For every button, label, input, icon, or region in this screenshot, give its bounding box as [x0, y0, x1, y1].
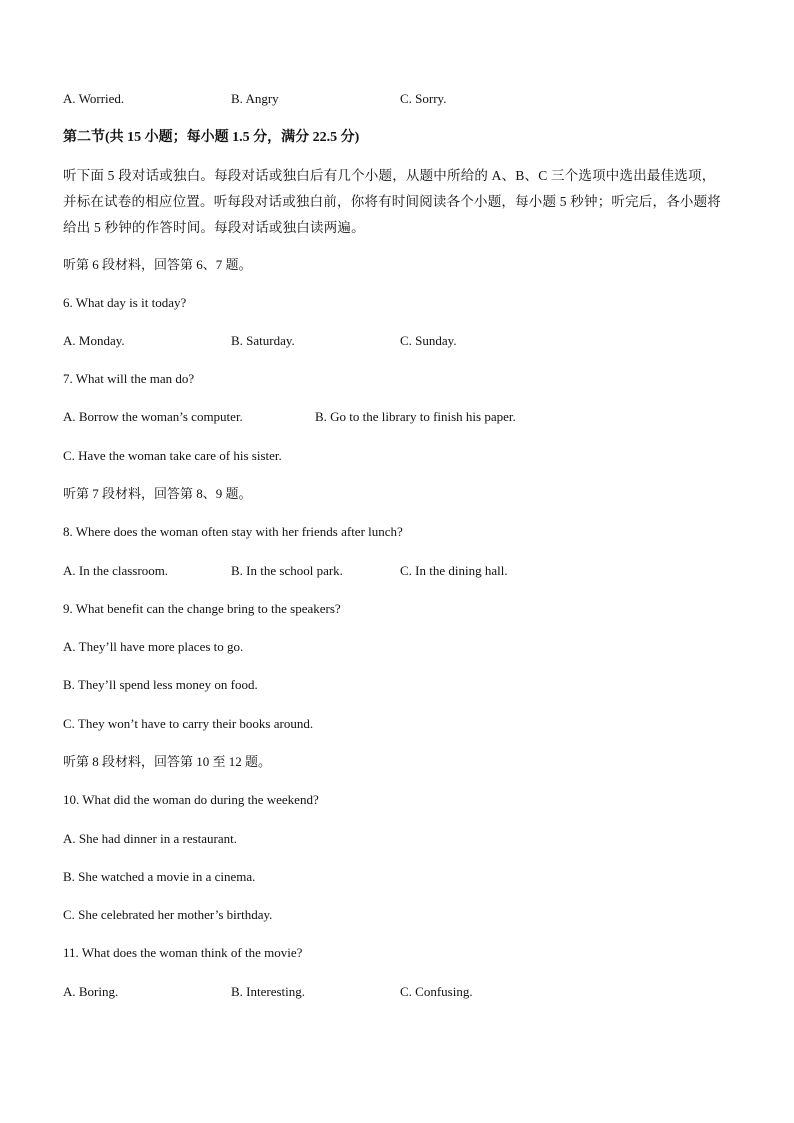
- q5-option-b[interactable]: B. Angry: [231, 91, 279, 106]
- q10-option-a[interactable]: A. She had dinner in a restaurant.: [63, 831, 238, 846]
- q9-option-b[interactable]: B. They’ll spend less money on food.: [63, 677, 258, 692]
- q9-option-a[interactable]: A. They’ll have more places to go.: [63, 639, 244, 654]
- passage-7-label: 听第 7 段材料，回答第 8、9 题。: [63, 486, 252, 501]
- instructions: [63, 163, 743, 241]
- q7-stem: 7. What will the man do?: [63, 371, 195, 386]
- q8-option-b[interactable]: B. In the school park.: [231, 563, 343, 578]
- q10-option-c[interactable]: C. She celebrated her mother’s birthday.: [63, 907, 273, 922]
- q8-option-a[interactable]: A. In the classroom.: [63, 563, 169, 578]
- instruction-line: 并标在试卷的相应位置。听每段对话或独白前，你将有时间阅读各个小题，每小题 5 秒钟；听完后，各小题将: [63, 194, 721, 209]
- q11-option-c[interactable]: C. Confusing.: [400, 984, 473, 999]
- q6-option-c[interactable]: C. Sunday.: [400, 333, 457, 348]
- q6-option-a[interactable]: A. Monday.: [63, 333, 125, 348]
- instruction-line: 听下面 5 段对话或独白。每段对话或独白后有几个小题，从题中所给的 A、B、C 三个选项中选出最佳选项，: [63, 168, 716, 183]
- q8-option-c[interactable]: C. In the dining hall.: [400, 563, 508, 578]
- passage-6-label: 听第 6 段材料，回答第 6、7 题。: [63, 257, 252, 272]
- q6-option-b[interactable]: B. Saturday.: [231, 333, 295, 348]
- q9-option-c[interactable]: C. They won’t have to carry their books around.: [63, 716, 314, 731]
- q11-option-b[interactable]: B. Interesting.: [231, 984, 306, 999]
- q10-stem: 10. What did the woman do during the weekend?: [63, 792, 319, 807]
- q5-option-a[interactable]: A. Worried.: [63, 91, 125, 106]
- q11-option-a[interactable]: A. Boring.: [63, 984, 119, 999]
- q7-option-c[interactable]: C. Have the woman take care of his sister.: [63, 448, 282, 463]
- q5-option-c[interactable]: C. Sorry.: [400, 91, 447, 106]
- q7-option-a[interactable]: A. Borrow the woman’s computer.: [63, 409, 243, 424]
- passage-8-label: 听第 8 段材料，回答第 10 至 12 题。: [63, 754, 272, 769]
- q6-stem: 6. What day is it today?: [63, 295, 187, 310]
- q11-stem: 11. What does the woman think of the movie?: [63, 945, 303, 960]
- q8-stem: 8. Where does the woman often stay with her friends after lunch?: [63, 524, 403, 539]
- q10-option-b[interactable]: B. She watched a movie in a cinema.: [63, 869, 256, 884]
- instruction-line: 给出 5 秒钟的作答时间。每段对话或独白读两遍。: [63, 220, 365, 235]
- section-title: 第二节(共 15 小题；每小题 1.5 分，满分 22.5 分): [63, 130, 360, 145]
- q9-stem: 9. What benefit can the change bring to the speakers?: [63, 601, 341, 616]
- q7-option-b[interactable]: B. Go to the library to finish his paper.: [315, 409, 516, 424]
